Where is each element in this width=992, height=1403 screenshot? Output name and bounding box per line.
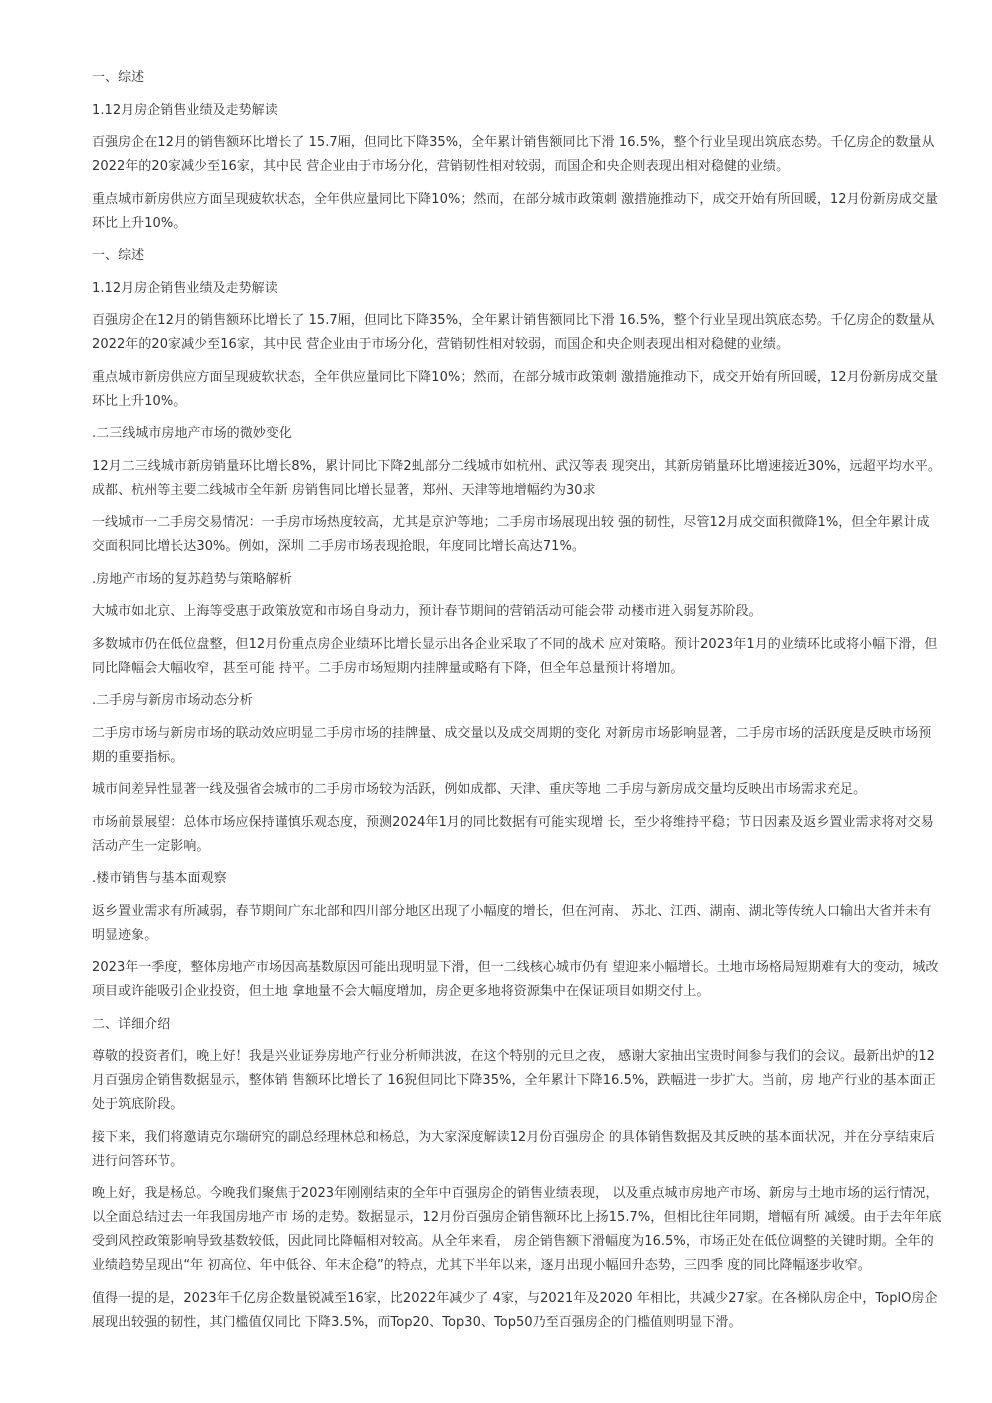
paragraph: 返乡置业需求有所减弱，春节期间广东北部和四川部分地区出现了小幅度的增长，但在河南、 苏北、江西、湖南、湖北等传统人口输出大省并未有明显迹象。 — [92, 903, 932, 943]
paragraph: 二手房市场与新房市场的联动效应明显二手房市场的挂牌量、成交量以及成交周期的变化 对新房市场影响显著，二手房市场的活跃度是反映市场预期的重要指标。 — [92, 725, 932, 765]
subheading-sales-performance: 1.12月房企销售业绩及走势解读 — [92, 280, 278, 296]
section-heading-details: 二、详细介绍 — [92, 1016, 171, 1032]
paragraph: 晚上好，我是杨总。今晚我们聚焦于2023年刚刚结束的全年中百强房企的销售业绩表现， 以及重点城市房地产市场、新房与土地市场的运行情况，以全面总结过去一年我国房地产市 场的走势。数据显示，12月份百强房企销售额环比上扬15.7%，但相比往年同期，增幅有所 减缓。由于去年年底受到风控政策影响导致基数较低，因此同比降幅相对较高。从全年来看， 房企销售额下滑幅度为16.5%，市场正处在低位调整的关键时期。全年的业绩趋势呈现出“年 初高位、年中低谷、年末企稳”的特点，尤其下半年以来，逐月出现小幅回升态势，三四季 度的同比降幅逐步收窄。 — [92, 1186, 942, 1273]
document-page — [92, 66, 942, 1343]
paragraph: 值得一提的是，2023年千亿房企数量锐减至16家，比2022年减少了 4家，与2021年及2020 年相比，共减少27家。在各梯队房企中，ToplO房企展现出较强的韧性，其门槛值仅同比 下降3.5%，而Top20、Top30、Top50乃至百强房企的门槛值则明显下滑。 — [92, 1290, 938, 1330]
paragraph: 接下来，我们将邀请克尔瑞研究的副总经理林总和杨总，为大家深度解读12月份百强房企 的具体销售数据及其反映的基本面状况，并在分享结束后进行问答环节。 — [92, 1129, 935, 1169]
section-heading-overview: 一、综述 — [92, 248, 145, 263]
paragraph: 一线城市一二手房交易情况：一手房市场热度较高，尤其是京沪等地；二手房市场展现出较 强的韧性，尽管12月成交面积微降1%，但全年累计成交面积同比增长达30%。例如，深圳 二手房市场表现抢眼，年度同比增长高达71%。 — [92, 515, 930, 554]
paragraph: 多数城市仍在低位盘整，但12月份重点房企业绩环比增长显示出各企业采取了不同的战术 应对策略。预计2023年1月的业绩环比或将小幅下滑，但同比降幅会大幅收窄，甚至可能 持平。二手房市场短期内挂牌量或略有下降，但全年总量预计将增加。 — [92, 636, 938, 676]
paragraph: 重点城市新房供应方面呈现疲软状态，全年供应量同比下降10%；然而，在部分城市政策刺 激措施推动下，成交开始有所回暖，12月份新房成交量环比上升10%。 — [92, 369, 938, 409]
subheading-second-hand-market: .二手房与新房市场动态分析 — [92, 693, 253, 708]
subheading-sales-performance: 1.12月房企销售业绩及走势解读 — [92, 102, 278, 118]
subheading-tier2-3-cities: .二三线城市房地产市场的微妙变化 — [92, 426, 292, 441]
paragraph: 城市间差异性显著一线及强省会城市的二手房市场较为活跃，例如成都、天津、重庆等地 二手房与新房成交量均反映出市场需求充足。 — [92, 782, 867, 797]
paragraph: 百强房企在12月的销售额环比增长了 15.7厢，但同比下降35%，全年累计销售额同比下滑 16.5%，整个行业呈现出筑底态势。千亿房企的数量从2022年的20家减少至16家，其中民 营企业由于市场分化，营销韧性相对较弱，而国企和央企则表现出相对稳健的业绩。 — [92, 135, 935, 174]
paragraph: 2023年一季度，整体房地产市场因高基数原因可能出现明显下滑，但一二线核心城市仍有 望迎来小幅增长。土地市场格局短期难有大的变动，城改项目或许能吸引企业投资，但土地 拿地量不会大幅度增加，房企更多地将资源集中在保证项目如期交付上。 — [92, 960, 939, 999]
section-heading-overview: 一、综述 — [92, 70, 145, 85]
subheading-sales-fundamentals: .楼市销售与基本面观察 — [92, 871, 227, 886]
subheading-recovery-trend: .房地产市场的复苏趋势与策略解析 — [92, 571, 292, 587]
paragraph: 百强房企在12月的销售额环比增长了 15.7厢，但同比下降35%，全年累计销售额同比下滑 16.5%，整个行业呈现出筑底态势。千亿房企的数量从2022年的20家减少至16家，其中民 营企业由于市场分化，营销韧性相对较弱，而国企和央企则表现出相对稳健的业绩。 — [92, 313, 935, 352]
paragraph: 尊敬的投资者们，晚上好！我是兴业证券房地产行业分析师洪波，在这个特别的元旦之夜， 感谢大家抽出宝贵时间参与我们的会议。最新出炉的12月百强房企销售数据显示，整体销 售额环比增长了 16猊但同比下降35%，全年累计下降16.5%，跌幅进一步扩大。当前，房 地产行业的基本面正处于筑底阶段。 — [92, 1049, 936, 1112]
paragraph: 重点城市新房供应方面呈现疲软状态，全年供应量同比下降10%；然而，在部分城市政策刺 激措施推动下，成交开始有所回暖，12月份新房成交量环比上升10%。 — [92, 191, 938, 231]
paragraph: 大城市如北京、上海等受惠于政策放宽和市场自身动力，预计春节期间的营销活动可能会带 动楼市进入弱复苏阶段。 — [92, 604, 762, 619]
paragraph: 市场前景展望：总体市场应保持谨慎乐观态度，预测2024年1月的同比数据有可能实现增 长，至少将维持平稳；节日因素及返乡置业需求将对交易活动产生一定影响。 — [92, 814, 934, 854]
paragraph: 12月二三线城市新房销量环比增长8%，累计同比下降2虬部分二线城市如杭州、武汉等表 现突出，其新房销量环比增速接近30%，远超平均水平。成都、杭州等主要二线城市全年新 房销售同比增长显著，郑州、天津等地增幅约为30求 — [92, 458, 941, 498]
